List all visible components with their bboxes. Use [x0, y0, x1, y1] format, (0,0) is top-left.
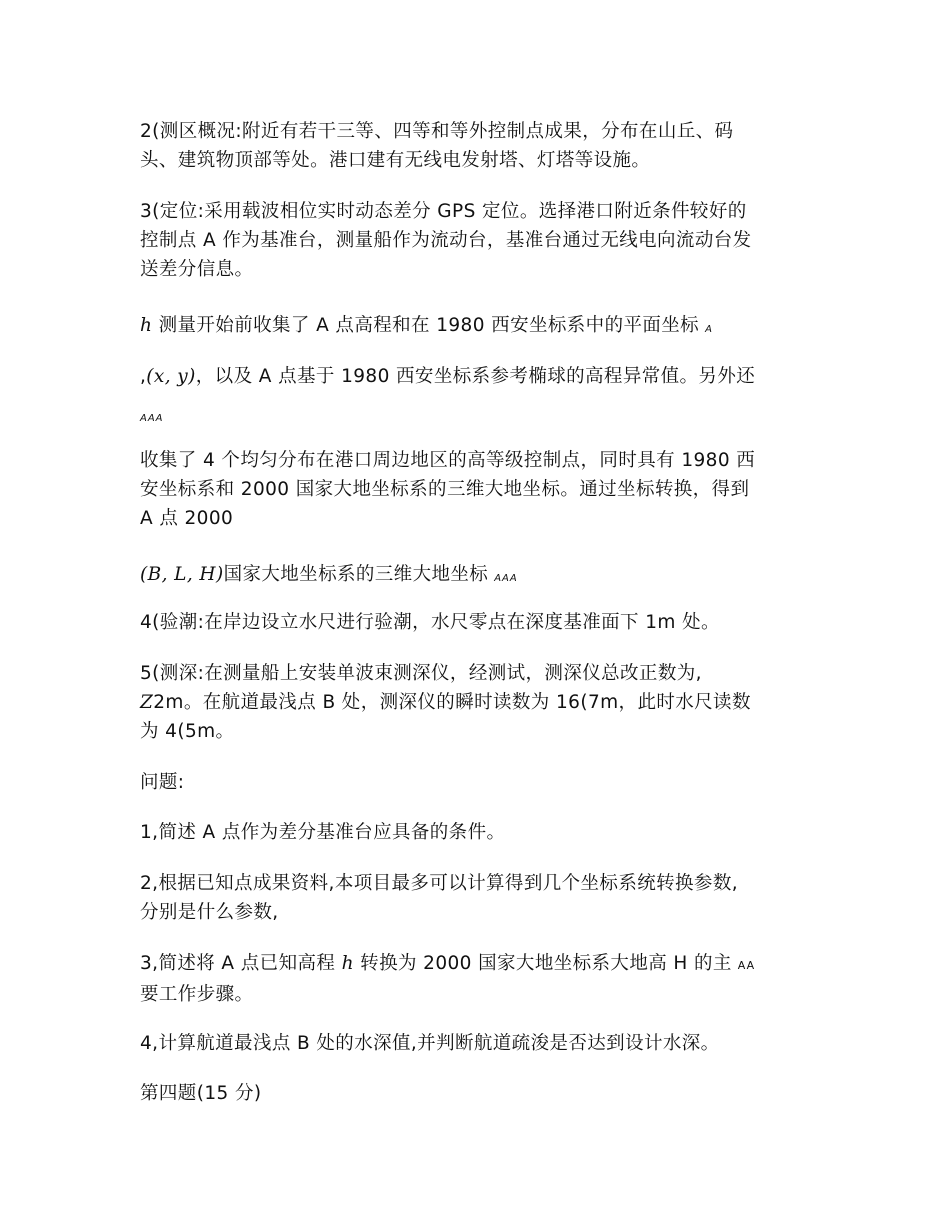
text-line: 为 4(5m。	[140, 721, 235, 742]
questions-heading	[140, 768, 820, 797]
text-line: 问题:	[140, 772, 185, 793]
text-run: 测量开始前收集了 A 点高程和在 1980 西安坐标系中的平面坐标	[158, 315, 700, 336]
question-4	[140, 1029, 820, 1058]
text-line: 要工作步骤。	[140, 984, 254, 1005]
question-3	[140, 949, 820, 1009]
text-line: 头、建筑物顶部等处。港口建有无线电发射塔、灯塔等设施。	[140, 150, 651, 171]
paragraph-survey-area	[140, 117, 820, 175]
subscript-aaa: AAA	[140, 413, 164, 424]
text-line: 4,计算航道最浅点 B 处的水深值,并判断航道疏浚是否达到设计水深。	[140, 1033, 720, 1054]
text-line: 1,简述 A 点作为差分基准台应具备的条件。	[140, 822, 506, 843]
text-line: 4(验潮:在岸边设立水尺进行验潮，水尺零点在深度基准面下 1m 处。	[140, 612, 720, 633]
question-2	[140, 869, 820, 927]
text-line: A 点 2000	[140, 508, 234, 529]
text-line: 2(测区概况:附近有若干三等、四等和等外控制点成果，分布在山丘、码	[140, 121, 734, 142]
text-line: 送差分信息。	[140, 259, 254, 280]
subscript-a: A	[705, 324, 713, 335]
paragraph-collected-data	[140, 311, 820, 344]
text-line: 收集了 4 个均匀分布在港口周边地区的高等级控制点，同时具有 1980 西	[140, 450, 756, 471]
paragraph-control-points	[140, 446, 820, 533]
paragraph-coordinates	[140, 362, 820, 391]
text-line: 2,根据已知点成果资料,本项目最多可以计算得到几个坐标系统转换参数,	[140, 873, 739, 894]
paragraph-geodetic-coordinates	[140, 560, 820, 593]
text-line: 5(测深:在测量船上安装单波束测深仪，经测试，测深仪总改正数为,	[140, 663, 702, 684]
paragraph-tide	[140, 608, 820, 637]
text-run: 转换为 2000 国家大地坐标系大地高 H 的主	[360, 953, 732, 974]
text-line: 安坐标系和 2000 国家大地坐标系的三维大地坐标。通过坐标转换，得到	[140, 479, 750, 500]
text-line: 第四题(15 分)	[140, 1083, 262, 1104]
xy-coordinate-symbol: (x, y)	[146, 366, 196, 387]
text-run: ,	[140, 366, 147, 387]
height-symbol-h: h	[140, 315, 153, 336]
question-1	[140, 818, 820, 847]
text-line: 分别是什么参数,	[140, 902, 279, 923]
height-symbol-h: h	[341, 953, 354, 974]
paragraph-sounding	[140, 659, 820, 746]
text-run: 2m。在航道最浅点 B 处，测深仪的瞬时读数为 16(7m，此时水尺读数	[153, 692, 751, 713]
blh-coordinate-symbol: (B, L, H)	[140, 564, 224, 585]
text-line: 控制点 A 作为基准台，测量船作为流动台，基准台通过无线电向流动台发	[140, 230, 752, 251]
section-heading-4	[140, 1079, 820, 1108]
paragraph-positioning	[140, 197, 820, 284]
subscript-aa: AA	[737, 959, 756, 972]
correction-symbol-z: Z	[140, 692, 154, 713]
text-run: 国家大地坐标系的三维大地坐标	[223, 564, 489, 585]
text-line: 3(定位:采用载波相位实时动态差分 GPS 定位。选择港口附近条件较好的	[140, 201, 747, 222]
subscript-aaa: AAA	[494, 573, 518, 584]
text-run: 3,简述将 A 点已知高程	[140, 953, 336, 974]
text-run: ，以及 A 点基于 1980 西安坐标系参考椭球的高程异常值。另外还	[195, 366, 756, 387]
text-line	[140, 688, 820, 717]
paragraph-subscript-line	[140, 400, 820, 433]
text-line	[140, 949, 820, 980]
